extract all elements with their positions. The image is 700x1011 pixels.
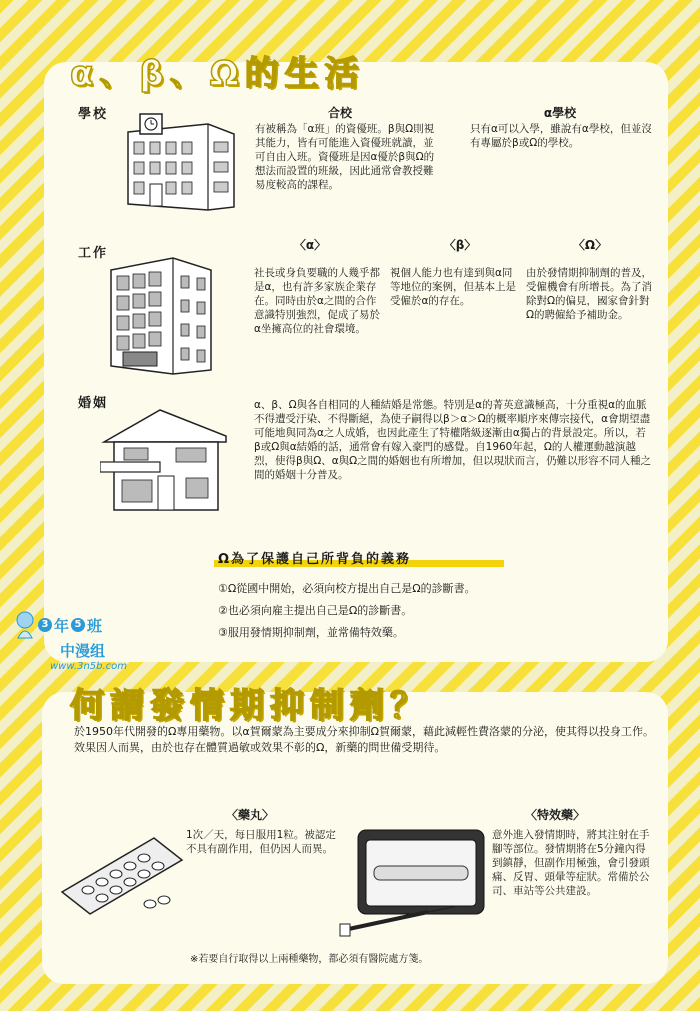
pill-blister-illustration bbox=[58, 830, 188, 920]
watermark-mascot-icon bbox=[14, 610, 36, 640]
pill-text: 1次／天，每日服用1粒。被認定不具有副作用，但仍因人而異。 bbox=[186, 829, 336, 855]
school-col2-text: 只有α可以入學，雖說有α學校，但並沒有專屬於β或Ω的學校。 bbox=[470, 123, 652, 149]
work-omega-heading: 〈Ω〉 bbox=[572, 238, 608, 252]
watermark-num-2: 5 bbox=[71, 618, 85, 632]
marriage-text: α、β、Ω與各自相同的人種結婚是常態。特別是α的菁英意識極高，十分重視α的血脈不得遭受汙染、不得斷絕，為使子嗣得以β＞α＞Ω的概率順序來傳宗接代，α會期望盡可能地與同為α之人成婚，也因此產生了特權階級逐漸由α獨占的背景設定。所以，若β或Ω與α結婚的話，通常會有嫁入豪門的感覺。自1960年起，Ω的人權運動越演越烈，使得β與Ω、α與Ω之間的婚姻也有所增加，但以現狀而言，仍難以形容不同人種之間的婚姻十分普及。 bbox=[254, 399, 652, 481]
duty-title: Ω為了保護自己所背負的義務 bbox=[218, 552, 412, 567]
suppressant-title: 何謂發情期抑制劑？ bbox=[70, 686, 430, 726]
work-omega-text: 由於發情期抑制劑的普及，受僱機會有所增長。為了消除對Ω的偏見，國家會針對Ω的聘僱給予補助金。 bbox=[526, 267, 652, 321]
footnote: ※若要自行取得以上兩種藥物，都必須有醫院處方箋。 bbox=[190, 954, 429, 965]
watermark-class: 班 bbox=[87, 616, 103, 635]
office-building-illustration bbox=[105, 252, 215, 376]
watermark-group: 中漫组 bbox=[60, 642, 106, 660]
duty-item-3: ③服用發情期抑制劑，並常備特效藥。 bbox=[218, 626, 404, 639]
school-col1-text: 有被稱為「α班」的資優班。β與Ω則視其能力，皆有可能進入資優班就讀，並可自由入班。資優班是因α優於β與Ω的想法而設置的班級，因此通常會教授難易度較高的課程。 bbox=[255, 123, 435, 191]
work-beta-text: 視個人能力也有達到與α同等地位的案例，但基本上是受僱於α的存在。 bbox=[390, 267, 516, 307]
school-building-illustration bbox=[118, 112, 238, 212]
work-alpha-heading: 〈α〉 bbox=[293, 238, 327, 252]
site-watermark bbox=[14, 610, 127, 672]
injector-case-illustration bbox=[338, 826, 488, 938]
watermark-url: www.3n5b.com bbox=[50, 661, 128, 672]
school-col1-heading: 合校 bbox=[327, 106, 352, 120]
watermark-grade: 年 bbox=[54, 616, 70, 635]
work-alpha-text: 社長或身負要職的人幾乎都是α，也有許多家族企業存在。同時由於α之間的合作意識特別強烈，促成了易於α坐擁高位的社會環境。 bbox=[254, 267, 380, 335]
work-label: 工作 bbox=[78, 246, 109, 261]
school-col2-heading: α學校 bbox=[543, 106, 577, 120]
pill-heading: 〈藥丸〉 bbox=[225, 808, 274, 822]
lifestyle-title: α、β、Ω的生活 bbox=[70, 54, 365, 94]
duty-item-1: ①Ω從國中開始，必須向校方提出自己是Ω的診斷書。 bbox=[218, 582, 476, 595]
school-label: 學校 bbox=[78, 107, 109, 122]
house-illustration bbox=[100, 406, 230, 516]
marriage-label: 婚姻 bbox=[78, 396, 109, 411]
suppressant-intro: 於1950年代開發的Ω專用藥物。以α賀爾蒙為主要成分來抑制Ω賀爾蒙，藉此減輕性費洛蒙的分泌，使其得以投身工作。效果因人而異，由於也存在體質過敏或效果不彰的Ω，新藥的問世備受期待。 bbox=[74, 725, 655, 754]
duty-item-2: ②也必須向雇主提出自己是Ω的診斷書。 bbox=[218, 604, 413, 617]
special-heading: 〈特效藥〉 bbox=[524, 808, 585, 822]
work-beta-heading: 〈β〉 bbox=[443, 238, 477, 252]
special-text: 意外進入發情期時，將其注射在手腳等部位。發情期將在5分鐘內得到鎮靜，但副作用極強，會引發頭痛、反胃、頭暈等症狀。常備於公司、車站等公共建設。 bbox=[492, 829, 650, 897]
watermark-num-1: 3 bbox=[38, 618, 52, 632]
